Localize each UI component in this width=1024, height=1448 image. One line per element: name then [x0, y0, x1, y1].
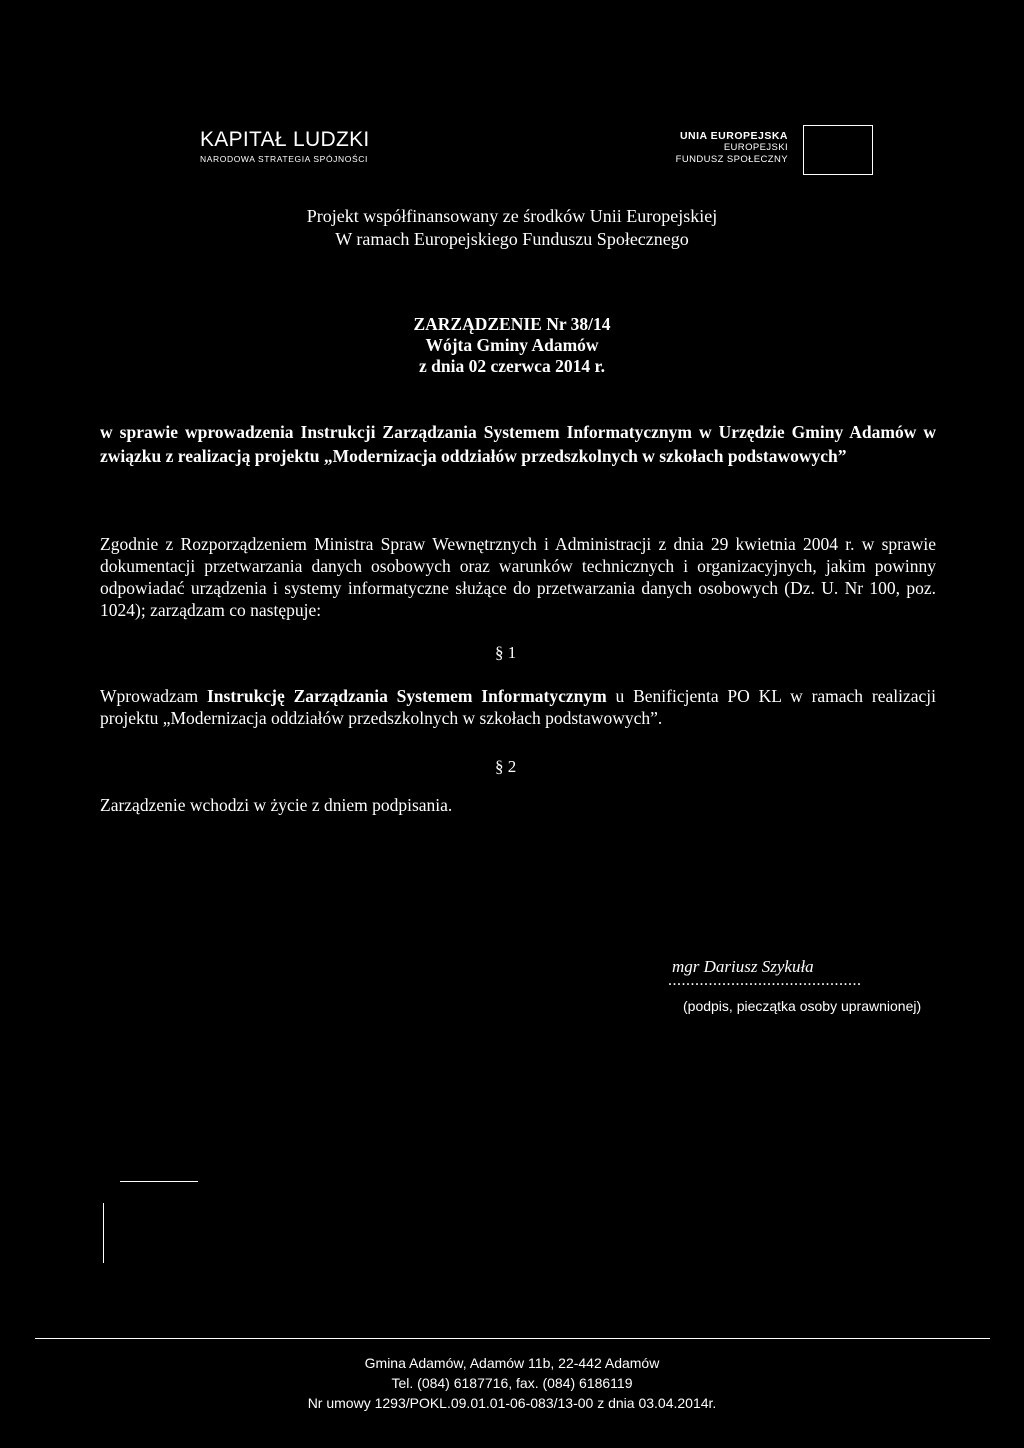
footer-divider: [35, 1338, 990, 1339]
title-line1: ZARZĄDZENIE Nr 38/14: [413, 314, 611, 334]
section-1-pre: Wprowadzam: [100, 686, 207, 706]
kapital-ludzki-logo-subtitle: NARODOWA STRATEGIA SPÓJNOŚCI: [200, 154, 368, 164]
section-1-bold: Instrukcję Zarządzania Systemem Informatycznym: [206, 686, 607, 706]
eu-logo-text: [676, 130, 788, 166]
corner-mark-vertical: [103, 1203, 104, 1263]
title-line3: z dnia 02 czerwca 2014 r.: [419, 356, 605, 376]
section-2-paragraph: Zarządzenie wchodzi w życie z dniem podpisania.: [100, 795, 453, 815]
signature-name: mgr Dariusz Szykuła: [672, 957, 814, 976]
footer-phone: Tel. (084) 6187716, fax. (084) 6186119: [391, 1375, 633, 1391]
footer-address: Gmina Adamów, Adamów 11b, 22-442 Adamów: [364, 1355, 660, 1371]
title-line2: Wójta Gminy Adamów: [425, 335, 599, 355]
signature-caption: (podpis, pieczątka osoby uprawnionej): [683, 998, 922, 1014]
footer: [0, 1353, 1024, 1413]
document-subject: w sprawie wprowadzenia Instrukcji Zarządzania Systemem Informatycznym w Urzędzie Gminy Adamów w związku z realizacją projektu „Modernizacja oddziałów przedszkolnych w szkołach podstawowych”: [100, 422, 936, 466]
eu-logo-line3: FUNDUSZ SPOŁECZNY: [675, 154, 788, 165]
eu-logo-line1: UNIA EUROPEJSKA: [679, 130, 788, 142]
project-line1: Projekt współfinansowany ze środków Unii Europejskiej: [306, 206, 718, 226]
section-1-mark: § 1: [495, 643, 517, 662]
kapital-ludzki-logo-title: KAPITAŁ LUDZKI: [200, 128, 370, 151]
section-1-paragraph: [100, 685, 936, 729]
project-line2: W ramach Europejskiego Funduszu Społecznego: [335, 229, 689, 249]
legal-basis-paragraph: Zgodnie z Rozporządzeniem Ministra Spraw Wewnętrznych i Administracji z dnia 29 kwietnia 2004 r. w sprawie dokumentacji przetwarzania danych osobowych oraz warunków technicznych i organizacyjnych, jakim powinny odpowiadać urządzenia i systemy informatyczne służące do przetwarzania danych osobowych (Dz. U. Nr 100, poz. 1024); zarządzam co następuje:: [100, 534, 936, 620]
section-1-post: u Benificjenta PO KL w ramach realizacji projektu „Modernizacja oddziałów przedszkolnych w szkołach podstawowych”.: [100, 686, 936, 728]
project-cofinancing-note: [0, 205, 1024, 251]
document-title: [0, 314, 1024, 377]
section-2-mark: § 2: [495, 757, 517, 776]
eu-flag-icon: [803, 125, 873, 175]
footer-contract: Nr umowy 1293/POKL.09.01.01-06-083/13-00 z dnia 03.04.2014r.: [307, 1395, 717, 1411]
corner-mark-horizontal: [120, 1181, 198, 1182]
eu-logo-line2: EUROPEJSKI: [723, 142, 788, 153]
signature-dotted-line: ...........................................: [668, 972, 862, 989]
